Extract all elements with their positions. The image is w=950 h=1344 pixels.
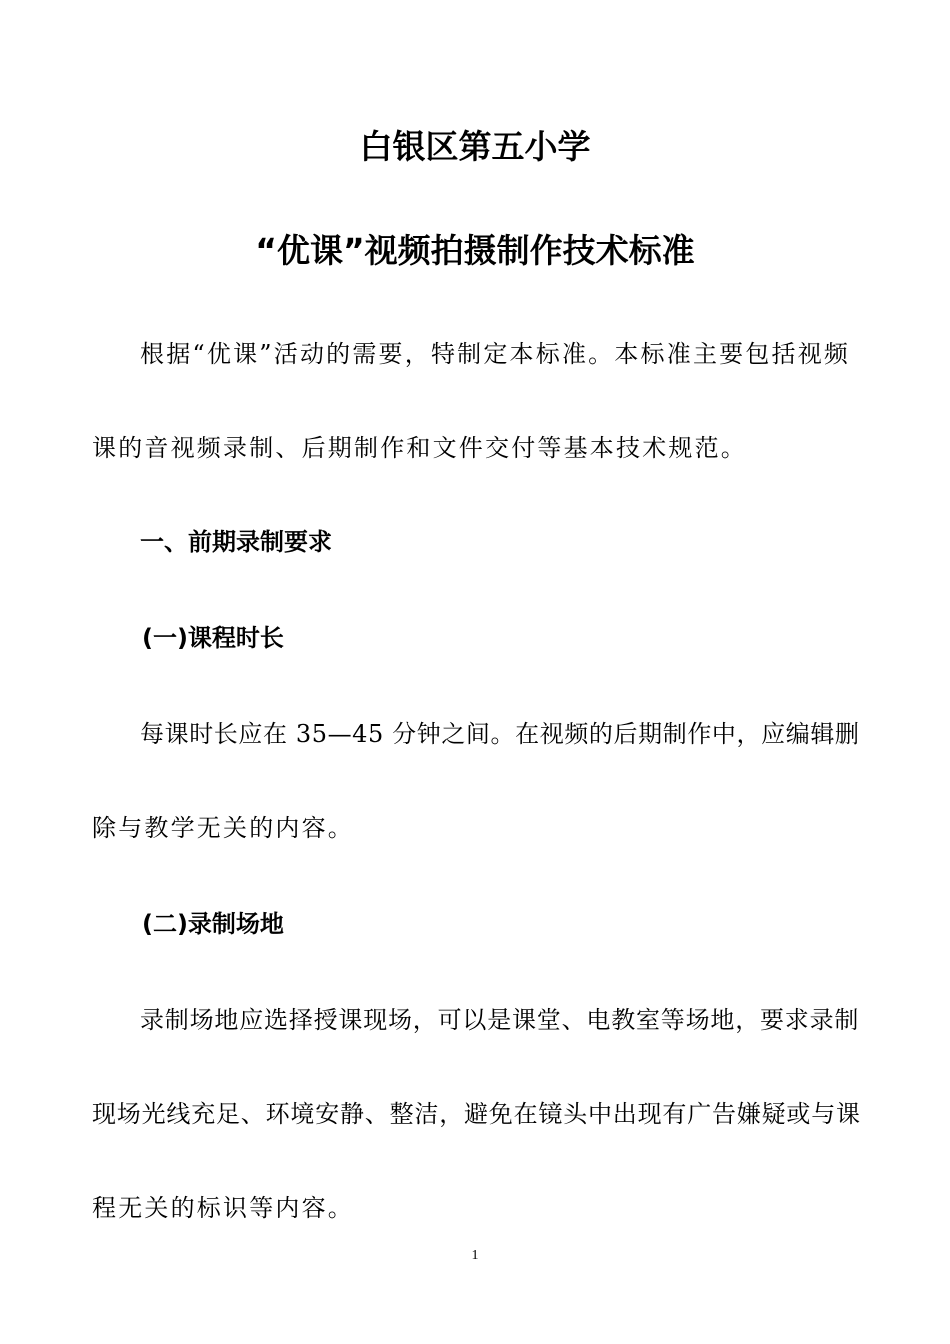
subsection-heading-recording-venue: (二)录制场地 <box>142 910 284 938</box>
venue-paragraph-line-2: 现场光线充足、环境安静、整洁，避免在镜头中出现有广告嫌疑或与课 <box>92 1100 861 1128</box>
section-heading-pre-recording: 一、前期录制要求 <box>140 528 332 556</box>
venue-paragraph-line-1: 录制场地应选择授课现场，可以是课堂、电教室等场地，要求录制 <box>140 1006 860 1034</box>
subsection-heading-course-duration: (一)课程时长 <box>142 624 284 652</box>
intro-paragraph-line-1: 根据“优课”活动的需要，特制定本标准。本标准主要包括视频 <box>140 340 851 368</box>
venue-paragraph-line-3: 程无关的标识等内容。 <box>92 1194 354 1222</box>
duration-paragraph-line-1: 每课时长应在 35—45 分钟之间。在视频的后期制作中，应编辑删 <box>140 720 860 748</box>
page-number: 1 <box>471 1248 479 1263</box>
document-title-school: 白银区第五小学 <box>359 127 591 166</box>
document-title-standard: “优课”视频拍摄制作技术标准 <box>255 231 695 270</box>
duration-paragraph-line-2: 除与教学无关的内容。 <box>92 814 354 842</box>
intro-paragraph-line-2: 课的音视频录制、后期制作和文件交付等基本技术规范。 <box>92 434 747 462</box>
